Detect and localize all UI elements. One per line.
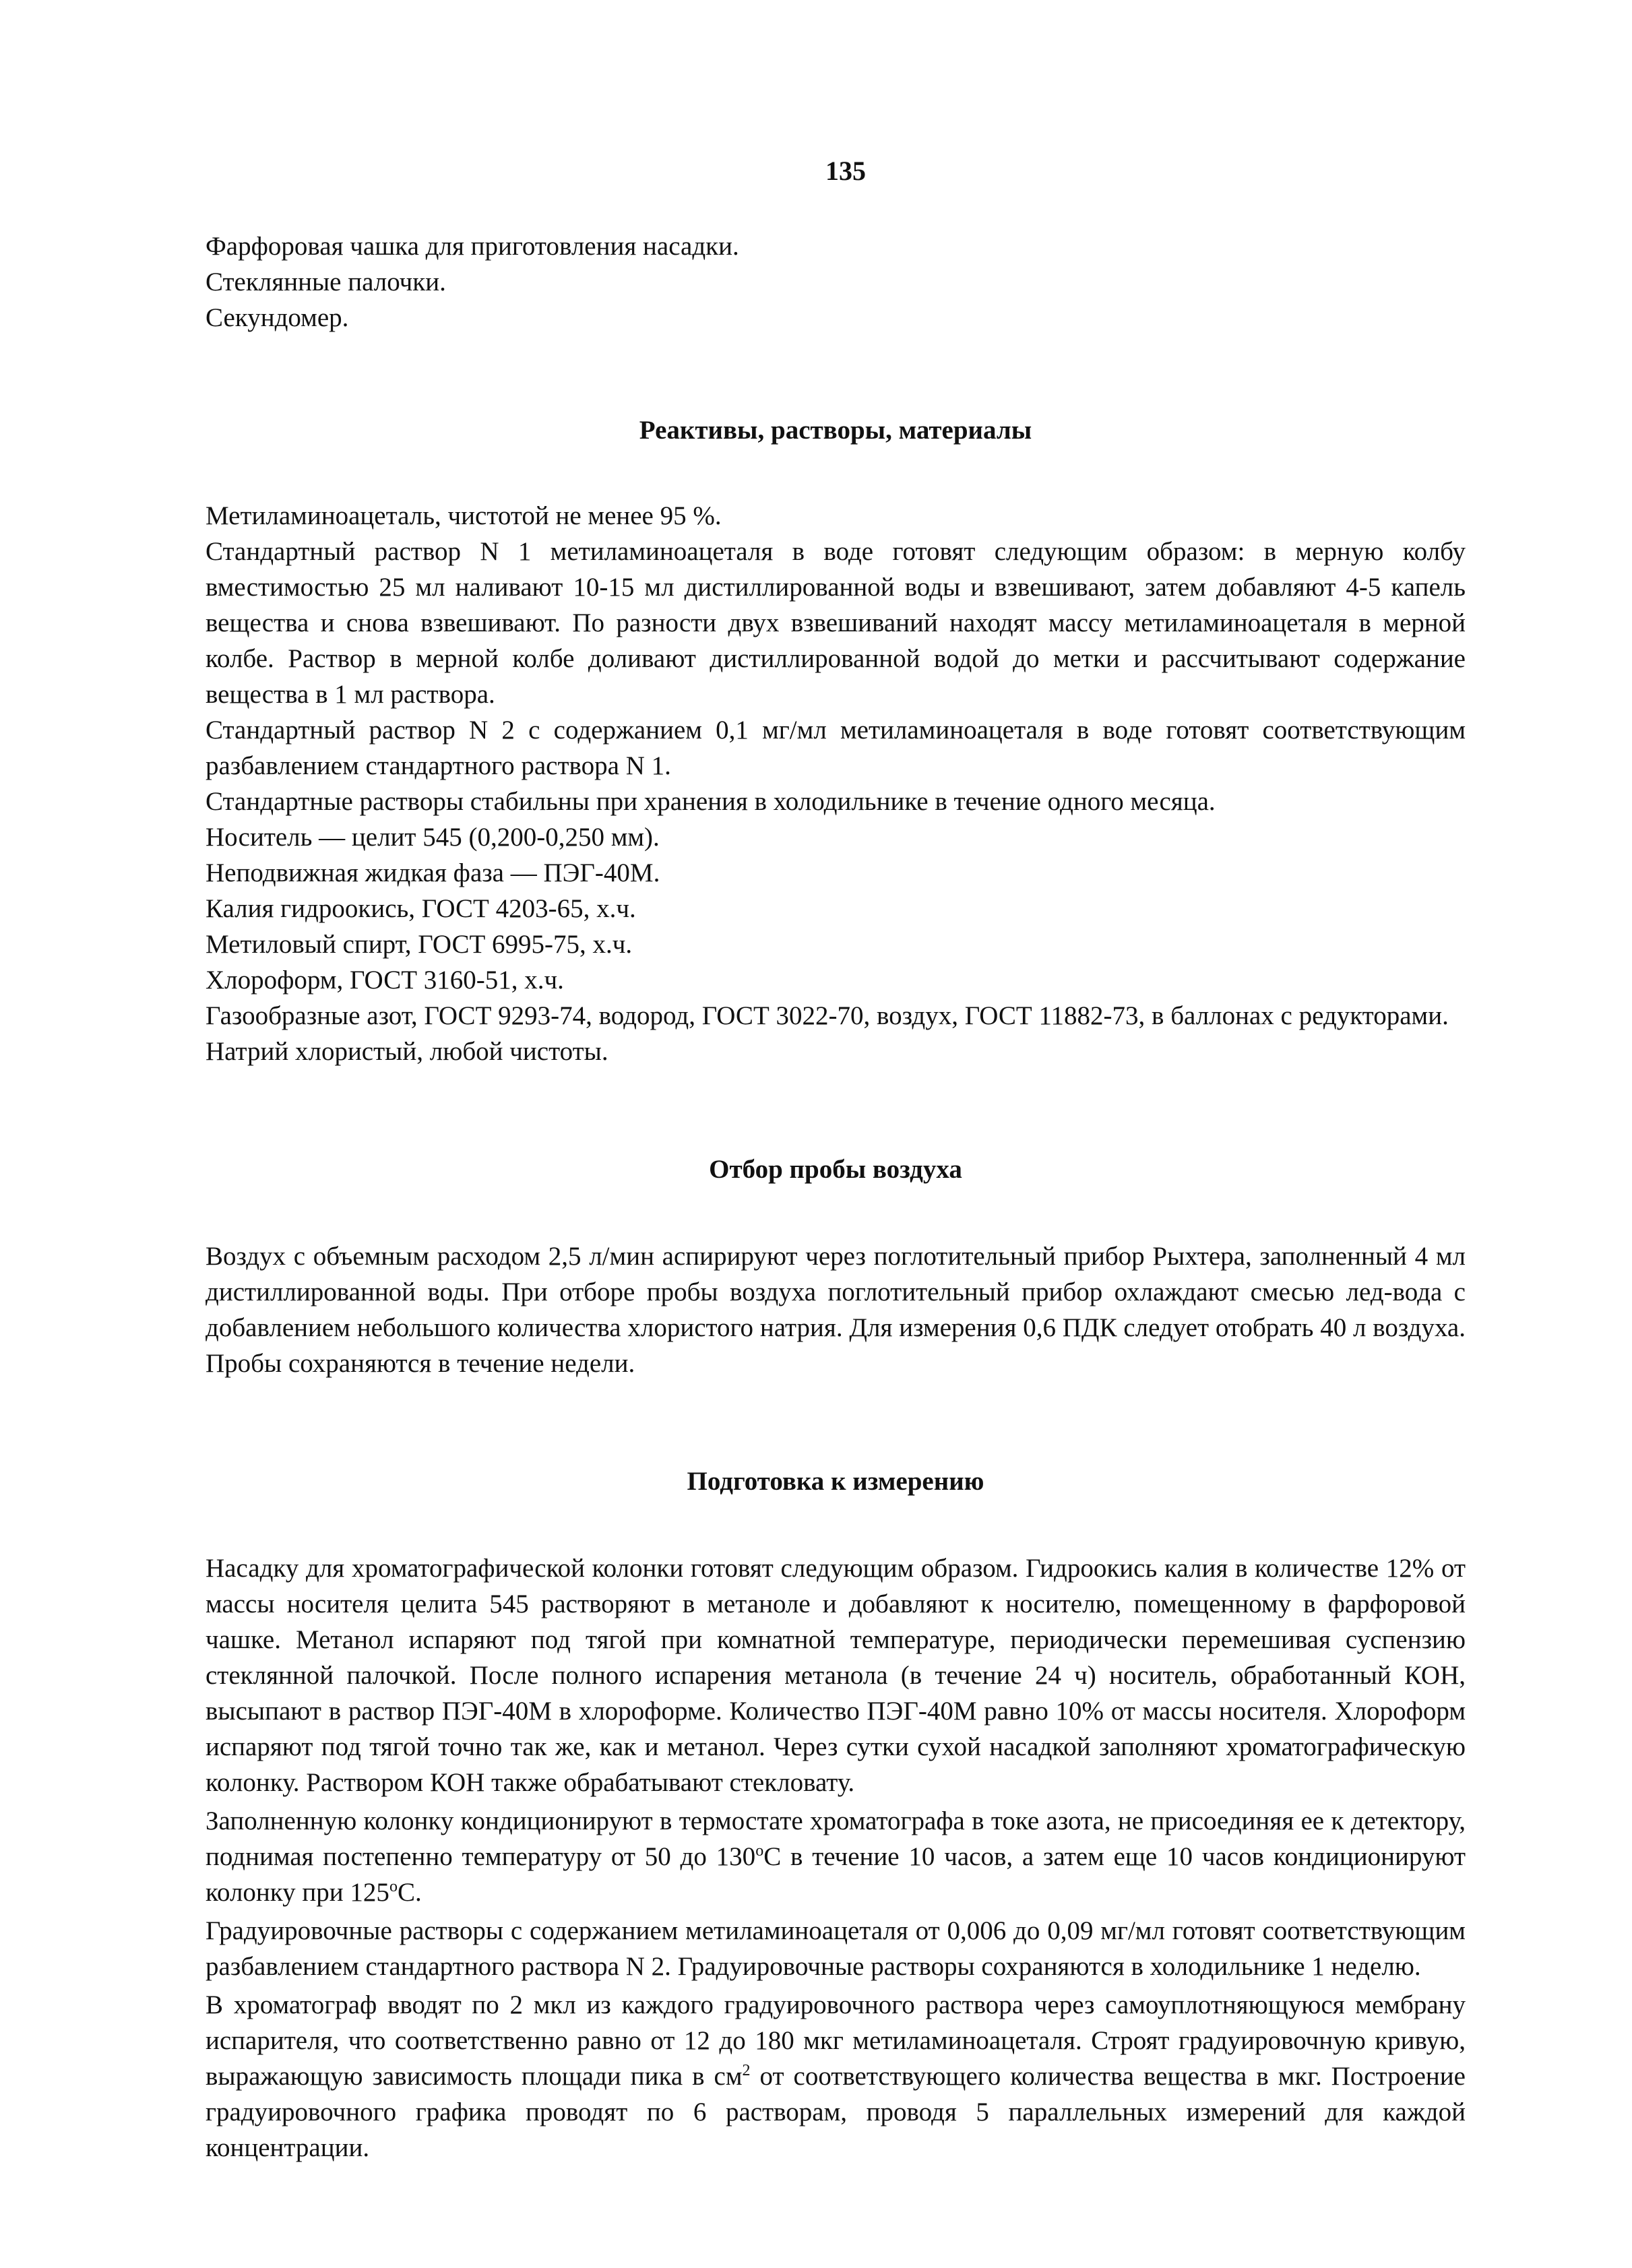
reagent-paragraph: Стандартный раствор N 1 метиламиноацеталя в воде готовят следующим образом: в мерную колбу вместимостью 25 мл наливают 10-15 мл дистиллированной воды и взвешивают, затем добавляют 4-5 капель вещества и снова взвешивают. По разности двух взвешиваний находят массу метиламиноацеталя в мерной колбе. Раствор в мерной колбе доливают дистиллированной водой до метки и рассчитывают содержание вещества в 1 мл раствора. <box>206 537 1466 709</box>
section-sampling-body <box>206 1238 1466 1381</box>
preparation-paragraph: Градуировочные растворы с содержанием метиламиноацеталя от 0,006 до 0,09 мг/мл готовят соответствующим разбавлением стандартного раствора N 2. Градуировочные растворы сохраняются в холодильнике 1 неделю. <box>206 1916 1466 1981</box>
reagent-paragraph: Неподвижная жидкая фаза — ПЭГ-40М. <box>206 858 660 887</box>
preparation-paragraph <box>206 1987 1466 2166</box>
preparation-paragraph: Насадку для хроматографической колонки готовят следующим образом. Гидроокись калия в количестве 12% от массы носителя целита 545 растворяют в метаноле и добавляют к носителю, помещенному в фарфоровой чашке. Метанол испаряют под тягой при комнатной температуре, периодически перемешивая суспензию стеклянной палочкой. После полного испарения метанола (в течение 24 ч) носитель, обработанный КОН, высыпают в раствор ПЭГ-40М в хлороформе. Количество ПЭГ-40М равно 10% от массы носителя. Хлороформ испаряют под тягой точно так же, как и метанол. Через сутки сухой насадкой заполняют хроматографическую колонку. Раствором КОН также обрабатывают стекловату. <box>206 1554 1466 1797</box>
reagent-paragraph: Метиловый спирт, ГОСТ 6995-75, х.ч. <box>206 930 633 959</box>
equipment-item: Фарфоровая чашка для приготовления насадки. <box>206 232 739 261</box>
reagent-paragraph: Натрий хлористый, любой чистоты. <box>206 1037 608 1066</box>
reagent-paragraph: Хлороформ, ГОСТ 3160-51, х.ч. <box>206 966 564 995</box>
section-heading-reagents: Реактивы, растворы, материалы <box>639 416 1032 445</box>
text-run: В хроматограф вводят по 2 мкл из каждого градуировочного раствора через самоуплотняющуюся мембрану испарителя, что соответственно равно от 12 до 180 мкг метиламиноацеталя. Строят градуировочную кривую, выражающую зависимость площади пика в см <box>206 1990 1466 2091</box>
degree-mark: о <box>755 1842 764 1860</box>
reagent-paragraph: Метиламиноацеталь, чистотой не менее 95 %. <box>206 501 722 530</box>
text-run: Заполненную колонку кондиционируют в термостате хроматографа в токе азота, не присоединяя ее к детектору, поднимая постепенно температуру от 50 до 130 <box>206 1806 1466 1871</box>
section-heading-sampling: Отбор пробы воздуха <box>709 1155 962 1184</box>
reagent-paragraph: Стандартные растворы стабильны при хранения в холодильнике в течение одного месяца. <box>206 787 1216 816</box>
reagent-paragraph: Носитель — целит 545 (0,200-0,250 мм). <box>206 823 660 852</box>
section-reagents-body <box>206 498 1466 1069</box>
superscript: 2 <box>742 2062 751 2079</box>
equipment-item: Секундомер. <box>206 303 349 332</box>
preparation-paragraph <box>206 1803 1466 1910</box>
degree-mark: о <box>389 1878 398 1895</box>
reagent-paragraph: Калия гидроокись, ГОСТ 4203-65, х.ч. <box>206 894 636 923</box>
equipment-list-tail <box>206 228 1466 336</box>
reagent-paragraph: Стандартный раствор N 2 с содержанием 0,1 мг/мл метиламиноацеталя в воде готовят соответствующим разбавлением стандартного раствора N 1. <box>206 716 1466 780</box>
section-heading-preparation: Подготовка к измерению <box>687 1467 984 1496</box>
text-run: от соответствующего количества вещества в мкг. Построение градуировочного графика проводят по 6 растворам, проводя 5 параллельных измерений для каждой концентрации. <box>206 2062 1466 2162</box>
text-run: С в течение 10 часов, а затем еще 10 часов кондиционируют колонку при 125 <box>206 1842 1466 1907</box>
document-page <box>206 155 1466 2166</box>
sampling-paragraph: Воздух с объемным расходом 2,5 л/мин аспирируют через поглотительный прибор Рыхтера, заполненный 4 мл дистиллированной воды. При отборе пробы воздуха поглотительный прибор охлаждают смесью лед-вода с добавлением небольшого количества хлористого натрия. Для измерения 0,6 ПДК следует отобрать 40 л воздуха. Пробы сохраняются в течение недели. <box>206 1242 1466 1378</box>
equipment-item: Стеклянные палочки. <box>206 267 446 296</box>
page-number: 135 <box>825 156 866 186</box>
text-run: С. <box>397 1878 422 1907</box>
section-preparation-body <box>206 1550 1466 2166</box>
reagent-paragraph: Газообразные азот, ГОСТ 9293-74, водород, ГОСТ 3022-70, воздух, ГОСТ 11882-73, в баллонах с редукторами. <box>206 1001 1449 1030</box>
